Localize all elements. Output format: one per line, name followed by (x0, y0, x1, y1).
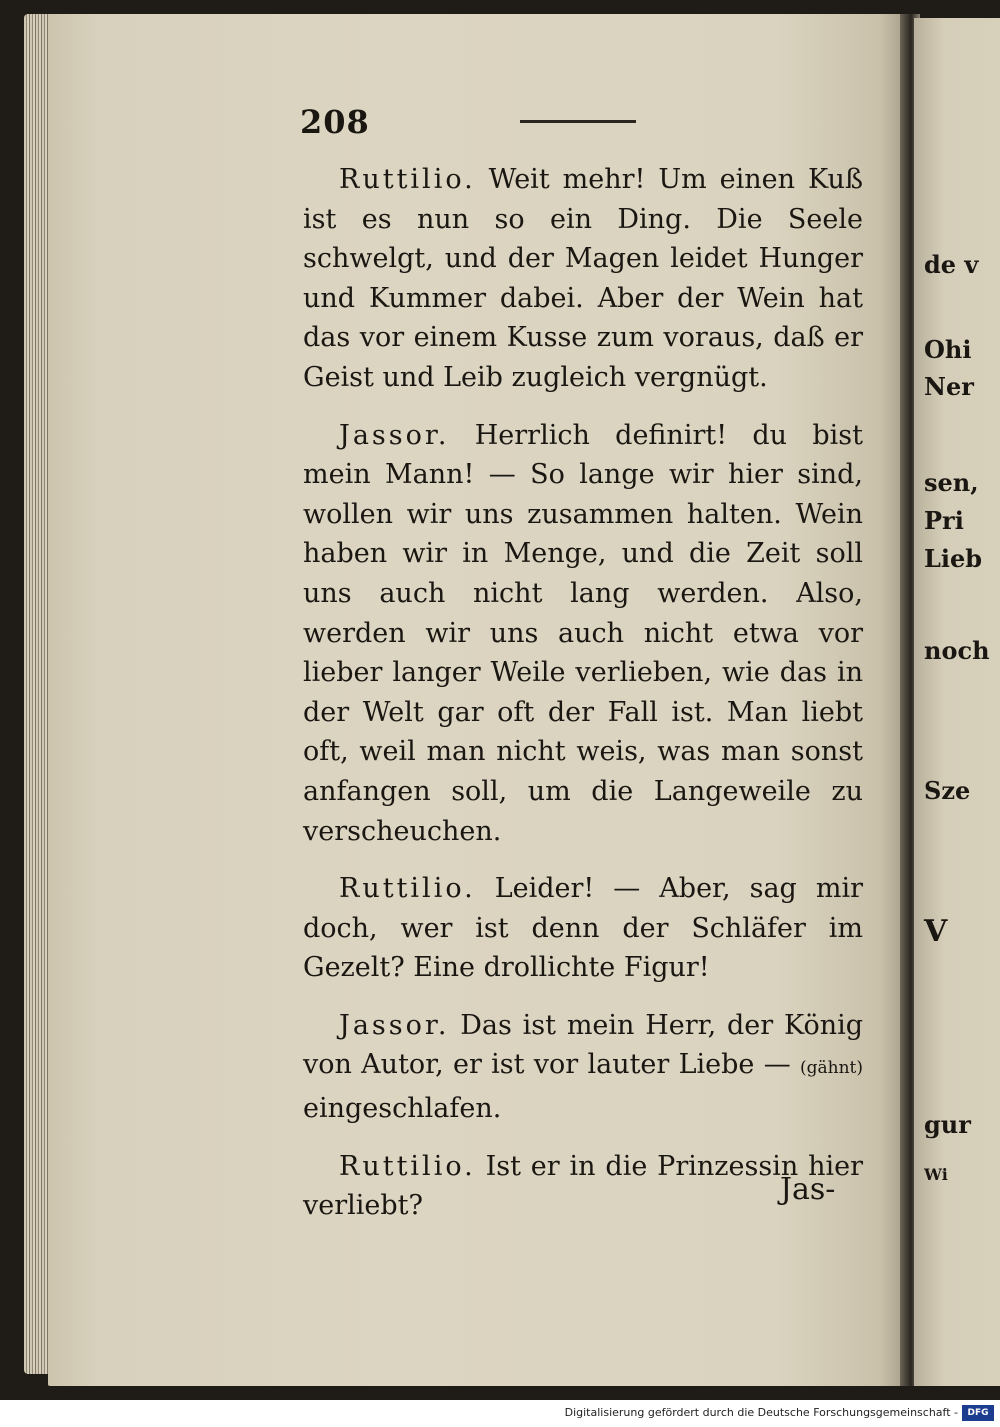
paragraph-5 (303, 1147, 863, 1226)
dfg-logo: DFG (962, 1405, 994, 1421)
speaker-name: Ruttilio. (339, 164, 476, 195)
facing-page-fragment: gur (924, 1110, 971, 1139)
dialogue-text: Leider! — Aber, sag mir doch, wer ist denn der Schläfer im Gezelt? Eine drollichte Figur! (303, 873, 863, 984)
facing-page-fragment: de v (924, 250, 979, 279)
dialogue-text: Das ist mein Herr, der König von Autor, er ist vor lauter Liebe — (303, 1009, 864, 1081)
page-body (303, 160, 863, 1244)
facing-page-fragment: Ohi (924, 335, 972, 364)
speaker-name: Jassor. (339, 1009, 450, 1041)
paragraph-1 (303, 160, 863, 398)
paragraph-3 (303, 869, 863, 988)
digitization-footer (0, 1400, 1000, 1427)
paragraph-2 (303, 416, 863, 852)
speaker-name: Jassor. (339, 419, 450, 451)
facing-page-fragment: V (924, 914, 948, 949)
facing-page-fragment: sen, (924, 468, 979, 497)
stage-direction: (gähnt) (800, 1058, 864, 1079)
speaker-name: Ruttilio. (339, 873, 476, 905)
funding-credit: Digitalisierung gefördert durch die Deutsche Forschungsgemeinschaft - (564, 1406, 958, 1419)
page-number: 208 (300, 103, 370, 141)
dialogue-text: Weit mehr! Um einen Kuß ist es nun so ein Ding. Die Seele schwelgt, und der Magen leidet Hunger und Kummer dabei. Aber der Wein hat das vor einem Kusse zum voraus, daß er Geist und Leib zugleich vergnügt. (303, 164, 863, 393)
facing-page-fragment: Sze (924, 776, 971, 805)
dialogue-continuation: eingeschlafen. (303, 1093, 502, 1125)
facing-page-fragment: noch (924, 636, 990, 665)
facing-page-fragment: Pri (924, 506, 964, 535)
facing-page-fragment: Ner (924, 372, 974, 401)
facing-page-fragment: Wi (924, 1165, 948, 1184)
paragraph-4 (303, 1006, 863, 1129)
header-rule (520, 120, 636, 123)
dialogue-text: Ist er in die Prinzessin hier verliebt? (303, 1150, 863, 1222)
catchword: Jas- (780, 1172, 836, 1207)
dialogue-text: Herrlich definirt! du bist mein Mann! — So lange wir hier sind, wollen wir uns zusammen halten. Wein haben wir in Menge, und die Zeit soll uns auch nicht lang werden. Also, werden wir uns auch nicht etwa vor lieber langer Weile verlieben, wie das in der Welt gar oft der Fall ist. Man liebt oft, weil man nicht weis, was man sonst anfangen soll, um die Langeweile zu verscheuchen. (303, 419, 863, 847)
speaker-name: Ruttilio. (339, 1150, 476, 1182)
facing-page-fragment: Lieb (924, 544, 983, 573)
